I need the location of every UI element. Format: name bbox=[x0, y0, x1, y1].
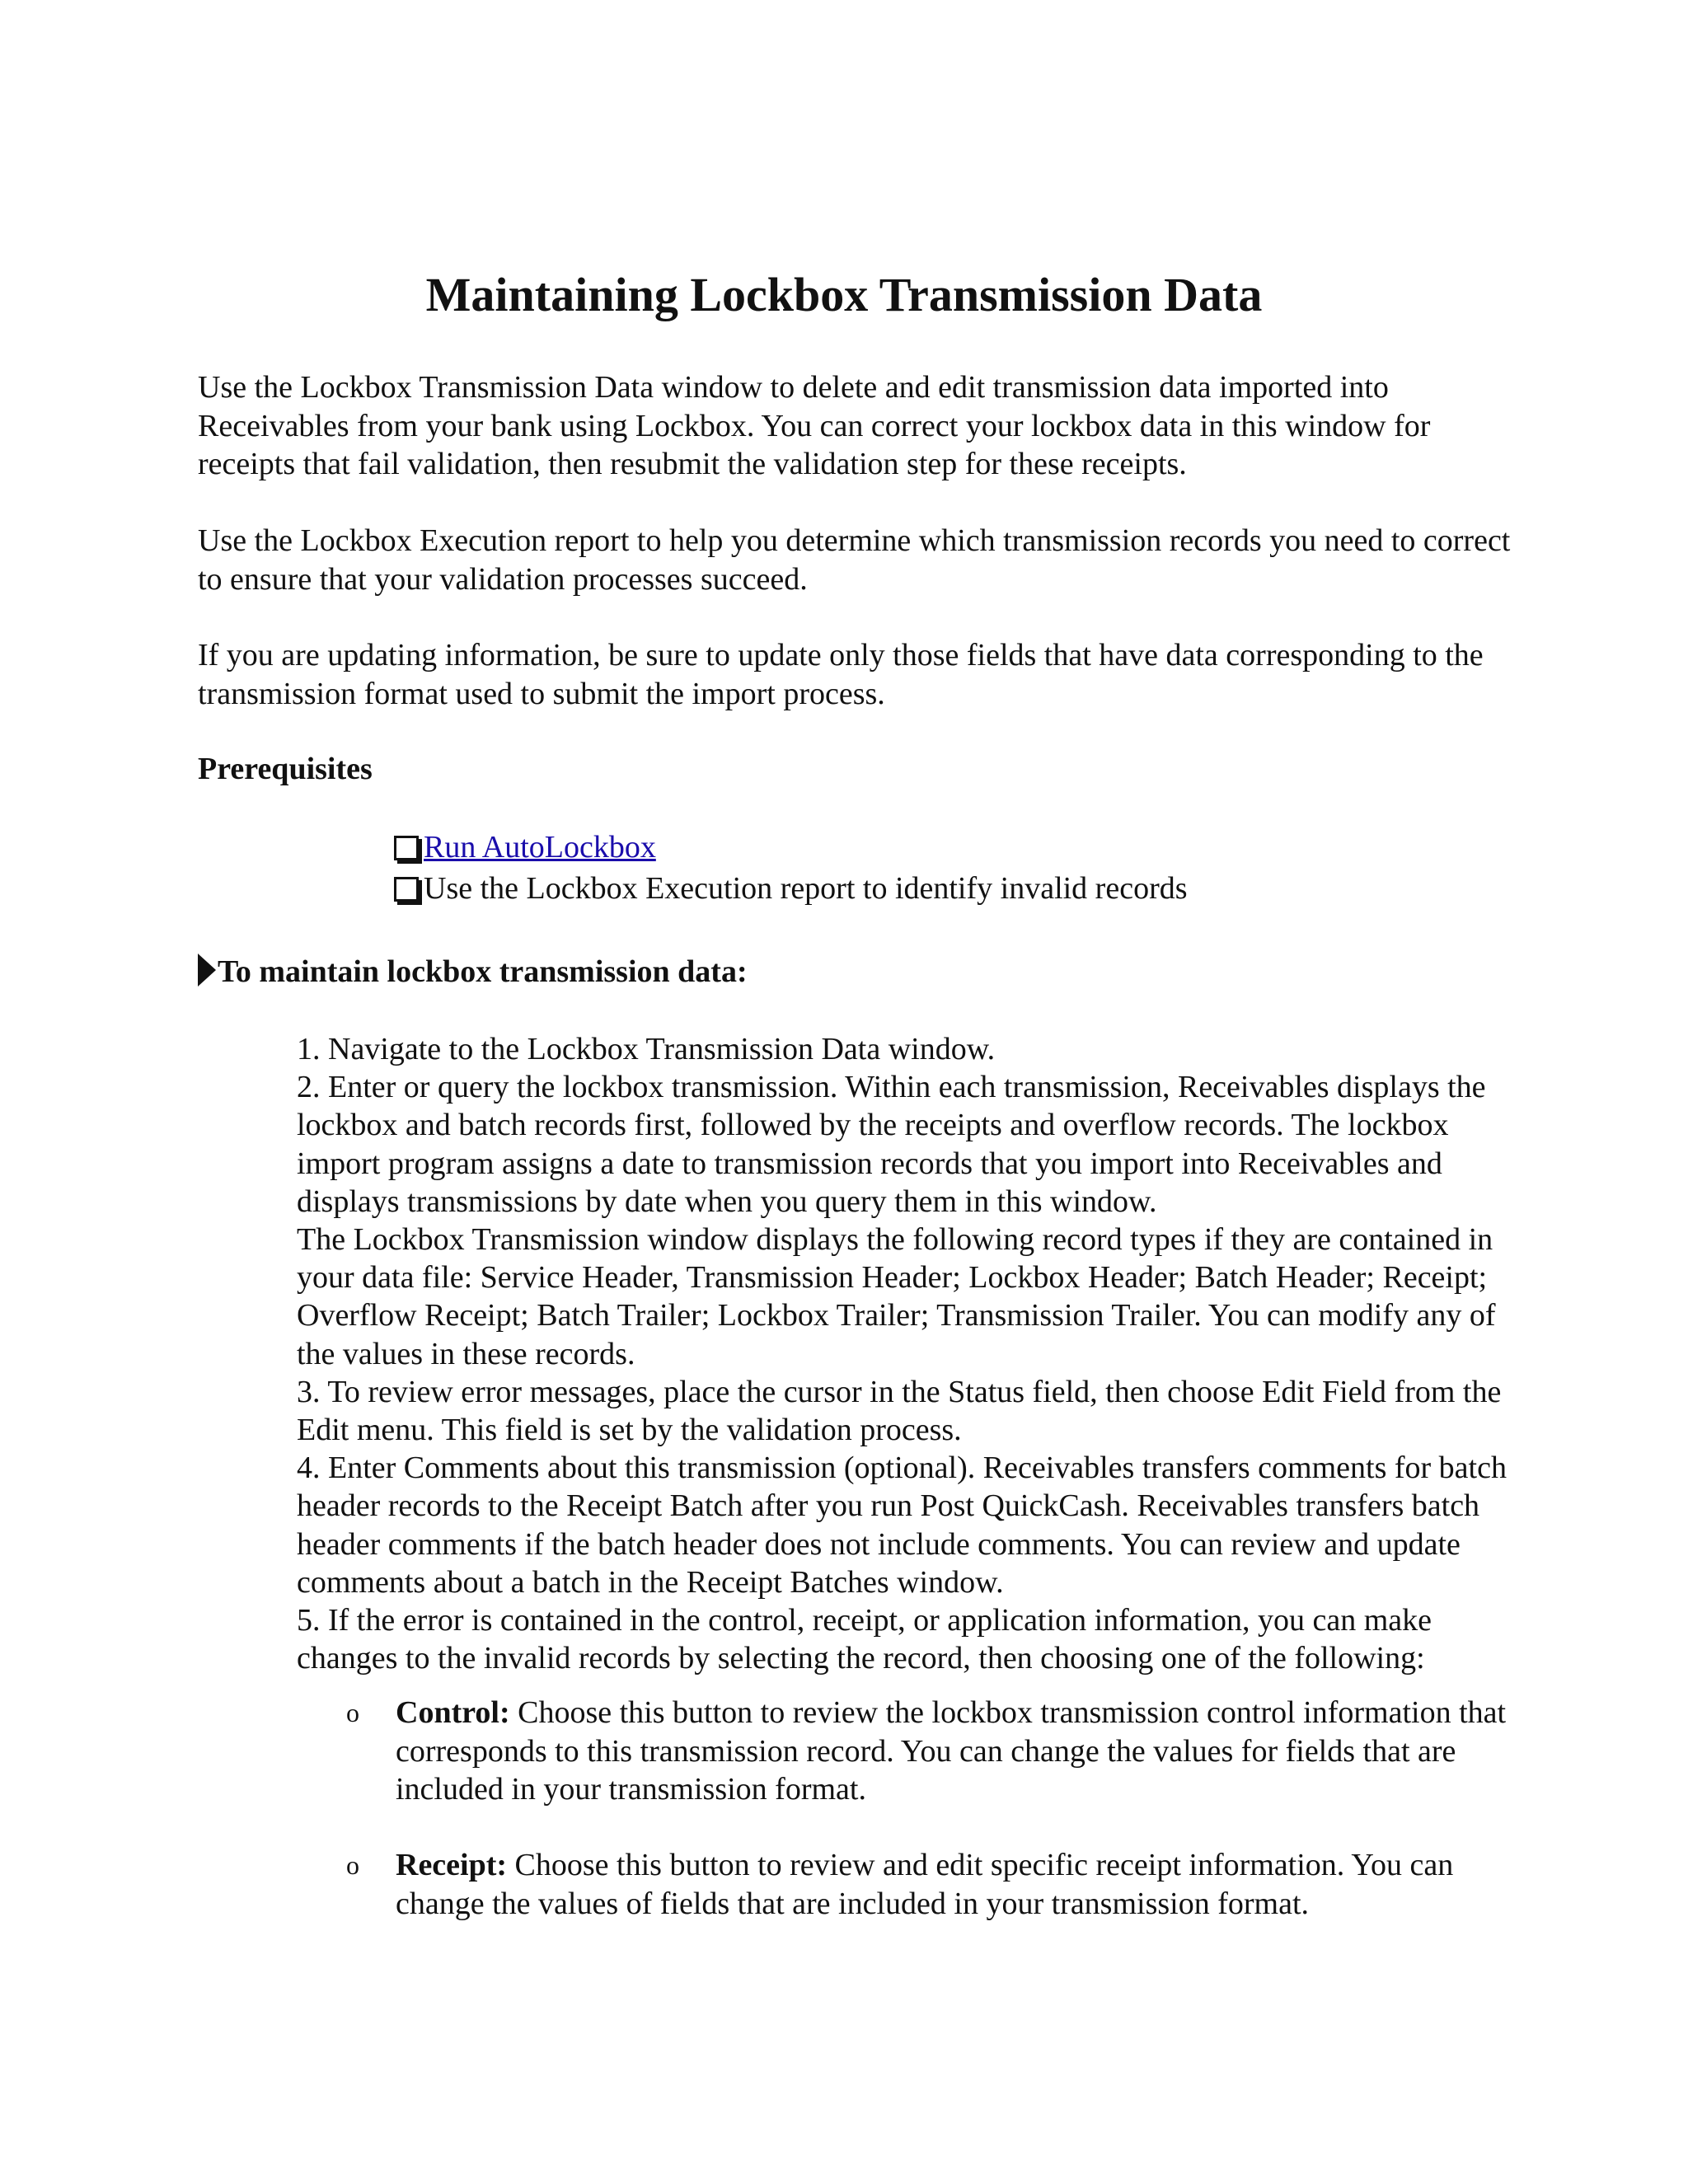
prerequisites-list bbox=[394, 827, 1188, 909]
bullet-o-icon: o bbox=[346, 1698, 359, 1727]
procedure-step-2: 2. Enter or query the lockbox transmission. Within each transmission, Receivables displays the lockbox and batch records first, followed by the receipts and overflow records. The lockbox import program assigns a date to transmission records that you import into Receivables and displays transmissions by date when you query them in this window. bbox=[297, 1070, 1486, 1219]
option-list bbox=[346, 1694, 1533, 1809]
procedure-steps bbox=[297, 1030, 1517, 1677]
prerequisite-item bbox=[394, 868, 1188, 909]
run-autolockbox-link[interactable]: Run AutoLockbox bbox=[424, 830, 656, 865]
prerequisite-label: Use the Lockbox Execution report to identify invalid records bbox=[424, 871, 1188, 906]
procedure-step-4: 4. Enter Comments about this transmission (optional). Receivables transfers comments for batch header records to the Receipt Batch after you run Post QuickCash. Receivables transfers batch header comments if the batch header does not include comments. You can review and update comments about a batch in the Receipt Batches window. bbox=[297, 1451, 1507, 1600]
procedure-heading-label: To maintain lockbox transmission data: bbox=[218, 954, 748, 989]
option-list bbox=[346, 1846, 1533, 1923]
option-description: Choose this button to review and edit specific receipt information. You can change the values of fields that are included in your transmission format. bbox=[396, 1848, 1454, 1921]
prerequisites-heading: Prerequisites bbox=[198, 752, 373, 786]
option-term: Receipt: bbox=[396, 1848, 508, 1882]
triangle-arrow-icon bbox=[198, 954, 216, 987]
page-title: Maintaining Lockbox Transmission Data bbox=[425, 268, 1263, 321]
bullet-o-icon: o bbox=[346, 1850, 359, 1880]
option-receipt bbox=[346, 1846, 1533, 1923]
checkbox-icon bbox=[394, 877, 419, 902]
procedure-step-3: 3. To review error messages, place the cursor in the Status field, then choose Edit Field from the Edit menu. This field is set by the validation process. bbox=[297, 1374, 1502, 1448]
option-term: Control: bbox=[396, 1695, 510, 1730]
prerequisite-item[interactable] bbox=[394, 827, 1188, 868]
procedure-heading bbox=[198, 953, 748, 991]
procedure-step-1: 1. Navigate to the Lockbox Transmission Data window. bbox=[297, 1032, 996, 1066]
option-description: Choose this button to review the lockbox transmission control information that corresponds to this transmission record. You can change the values for fields that are included in your transmission format. bbox=[396, 1695, 1507, 1807]
intro-paragraph-3: If you are updating information, be sure to update only those fields that have data corresponding to the transmission format used to submit the import process. bbox=[198, 638, 1484, 711]
intro-paragraph-1: Use the Lockbox Transmission Data window to delete and edit transmission data imported into Receivables from your bank using Lockbox. You can correct your lockbox data in this window for receipts that fail validation, then resubmit the validation step for these receipts. bbox=[198, 370, 1431, 481]
intro-paragraph-2: Use the Lockbox Execution report to help you determine which transmission records you need to correct to ensure that your validation processes succeed. bbox=[198, 523, 1511, 597]
procedure-step-2-detail: The Lockbox Transmission window displays the following record types if they are contained in your data file: Service Header, Transmission Header; Lockbox Header; Batch Header; Receipt; Overflow Receipt; Batch Trailer; Lockbox Trailer; Transmission Trailer. You can modify any of the values in these records. bbox=[297, 1222, 1496, 1371]
checkbox-icon bbox=[394, 836, 419, 860]
procedure-step-5: 5. If the error is contained in the control, receipt, or application information, you can make changes to the invalid records by selecting the record, then choosing one of the following: bbox=[297, 1603, 1432, 1676]
option-control bbox=[346, 1694, 1533, 1809]
